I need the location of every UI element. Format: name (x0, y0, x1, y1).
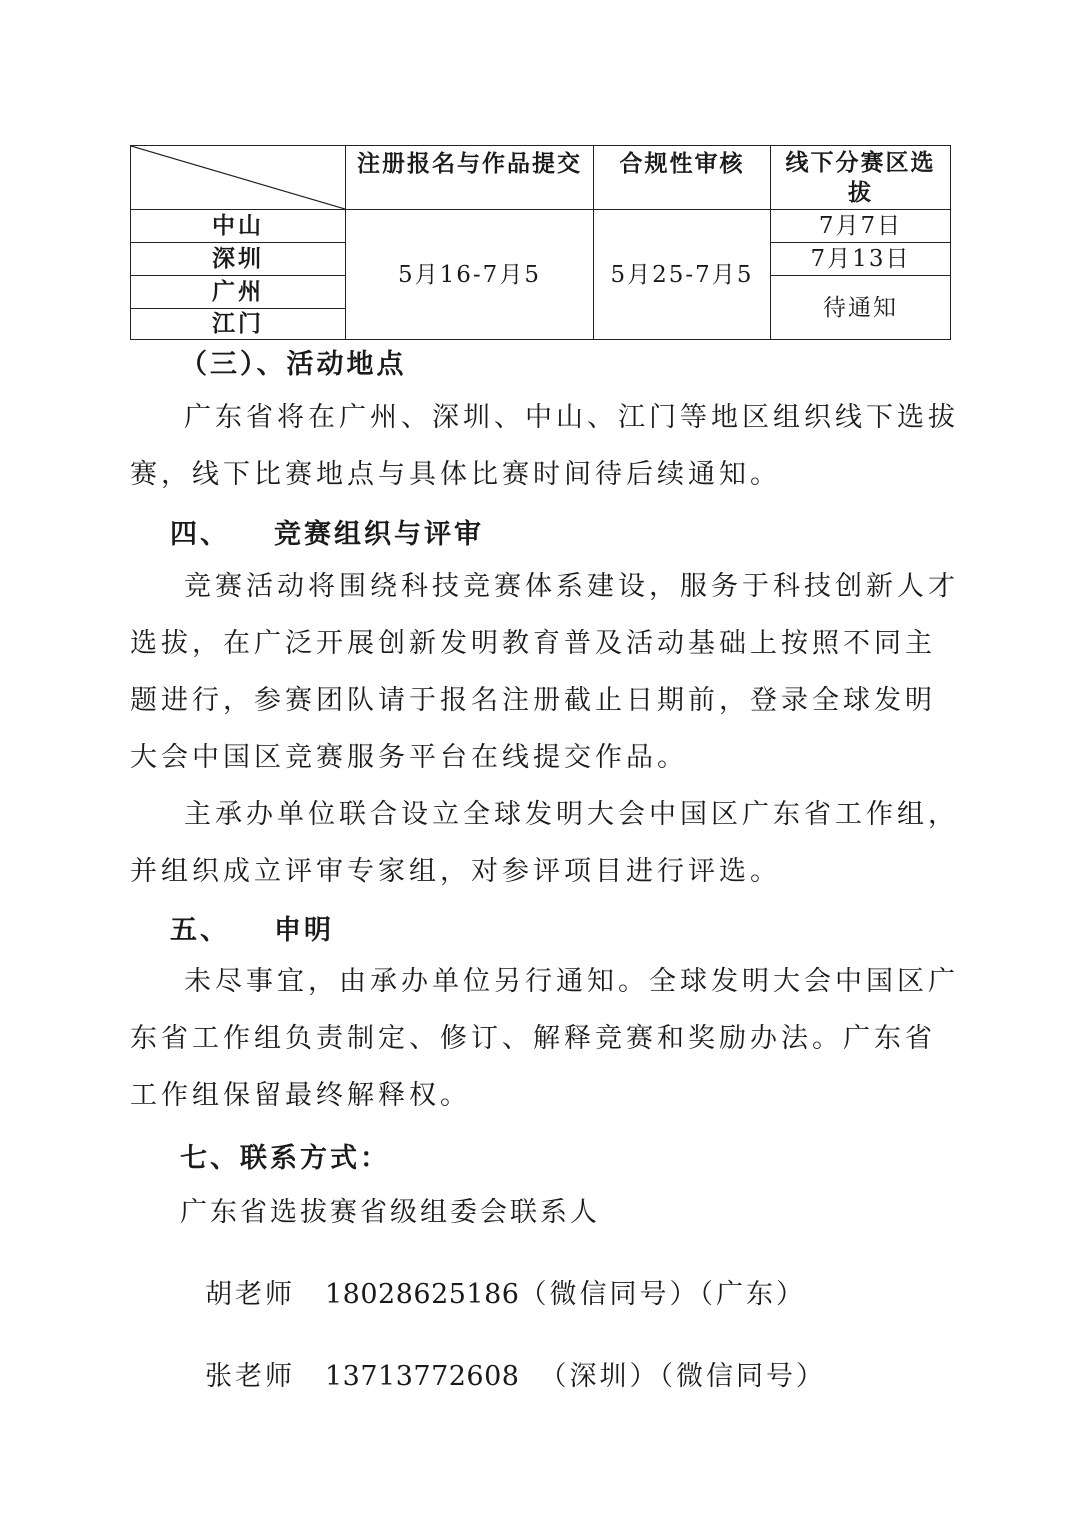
header-registration: 注册报名与作品提交 (346, 146, 594, 210)
region-zhongshan: 中山 (131, 210, 346, 243)
region-jiangmen: 江门 (131, 309, 346, 340)
registration-period: 5月16-7月5 (346, 210, 594, 340)
section5-body (130, 953, 960, 1124)
review-period: 5月25-7月5 (594, 210, 771, 340)
section3-body (130, 389, 960, 503)
section4-body (130, 558, 960, 900)
contact-row (205, 1272, 806, 1311)
contact-name: 胡老师 (205, 1279, 295, 1310)
section4-paragraph-2: 主承办单位联合设立全球发明大会中国区广东省工作组，并组织成立评审专家组，对参评项目进行评选。 (130, 799, 959, 887)
selection-date-pending: 待通知 (771, 276, 951, 340)
section3-paragraph: 广东省将在广州、深圳、中山、江门等地区组织线下选拔赛，线下比赛地点与具体比赛时间待后续通知。 (130, 402, 959, 490)
diagonal-line (131, 146, 345, 209)
contact-phone: 18028625186 (325, 1279, 520, 1310)
contact-note: （微信同号）（广东） (519, 1279, 806, 1310)
section4-paragraph-1: 竞赛活动将围绕科技竞赛体系建设，服务于科技创新人才选拔，在广泛开展创新发明教育普及活动基础上按照不同主题进行，参赛团队请于报名注册截止日期前，登录全球发明大会中国区竞赛服务平台在线提交作品。 (130, 571, 959, 773)
selection-date-zhongshan: 7月7日 (771, 210, 951, 243)
contact-row (205, 1354, 826, 1393)
section5-paragraph: 未尽事宜，由承办单位另行通知。全球发明大会中国区广东省工作组负责制定、修订、解释竞赛和奖励办法。广东省工作组保留最终解释权。 (130, 966, 959, 1111)
section7-heading: 七、联系方式： (180, 1143, 390, 1174)
region-shenzhen: 深圳 (131, 243, 346, 276)
section5-number: 五、 (170, 915, 230, 946)
contact-note: （深圳）（微信同号） (539, 1361, 826, 1392)
region-guangzhou: 广州 (131, 276, 346, 309)
section4-title: 竞赛组织与评审 (274, 519, 484, 550)
selection-date-shenzhen: 7月13日 (771, 243, 951, 276)
schedule-table (130, 145, 951, 340)
header-review: 合规性审核 (594, 146, 771, 210)
section5-title: 申明 (274, 915, 334, 946)
section4-heading (170, 512, 484, 551)
contact-name: 张老师 (205, 1361, 295, 1392)
table-corner-cell (131, 146, 346, 210)
header-selection: 线下分赛区选拔 (771, 146, 951, 210)
section4-number: 四、 (170, 519, 230, 550)
contact-subtitle: 广东省选拔赛省级组委会联系人 (180, 1197, 600, 1228)
section5-heading (170, 908, 334, 947)
section3-heading: （三）、活动地点 (180, 349, 407, 380)
contact-phone: 13713772608 (325, 1361, 520, 1392)
